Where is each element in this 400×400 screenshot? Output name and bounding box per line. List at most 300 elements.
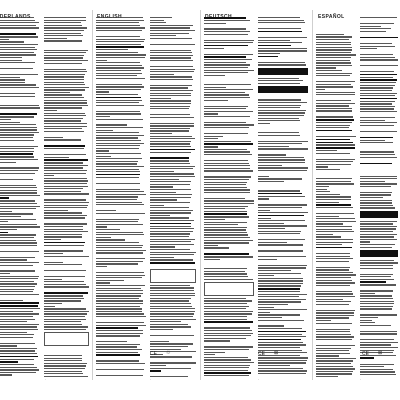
text-line xyxy=(258,50,307,51)
text-line xyxy=(96,57,145,58)
text-line xyxy=(44,118,83,119)
text-line xyxy=(0,54,36,55)
text-line xyxy=(0,87,39,88)
text-line xyxy=(316,164,351,165)
text-line xyxy=(0,148,34,149)
text-line xyxy=(204,313,252,314)
text-line xyxy=(258,312,270,313)
text-line xyxy=(96,239,125,240)
text-line xyxy=(258,301,301,302)
text-line xyxy=(96,196,138,197)
text-line xyxy=(0,208,36,209)
text-line xyxy=(96,70,141,71)
text-line xyxy=(44,321,81,322)
text-line xyxy=(316,103,355,104)
page-mark: · xyxy=(360,378,362,382)
text-line xyxy=(204,300,252,301)
text-line xyxy=(316,312,354,313)
text-line xyxy=(150,60,193,61)
text-line xyxy=(96,199,137,200)
text-line xyxy=(360,325,391,326)
text-line xyxy=(258,334,302,335)
text-line xyxy=(150,22,166,23)
text-line xyxy=(44,148,84,149)
text-line xyxy=(0,44,38,45)
text-line xyxy=(258,207,302,208)
text-line xyxy=(96,75,137,76)
text-line xyxy=(44,82,84,83)
text-line xyxy=(44,27,87,28)
text-line xyxy=(150,259,193,260)
text-line xyxy=(316,355,339,356)
text-line xyxy=(360,154,395,155)
text-line xyxy=(360,327,398,329)
text-line xyxy=(258,115,304,116)
text-line xyxy=(204,211,247,212)
text-line xyxy=(316,142,353,144)
text-line xyxy=(204,242,249,243)
text-line xyxy=(96,341,127,342)
text-line xyxy=(204,206,248,207)
text-line xyxy=(0,350,35,351)
text-line xyxy=(96,213,145,214)
text-line xyxy=(360,93,397,94)
text-line xyxy=(44,295,83,296)
text-line xyxy=(360,226,397,227)
text-line xyxy=(0,17,34,18)
text-line xyxy=(258,53,280,54)
text-line xyxy=(150,262,195,264)
text-line xyxy=(96,86,144,87)
text-line xyxy=(96,166,144,167)
text-line xyxy=(96,44,141,45)
weee-bin-icon: ⊠ xyxy=(274,350,279,356)
text-line xyxy=(150,166,195,167)
text-line xyxy=(204,77,254,79)
text-line xyxy=(258,360,307,361)
text-line xyxy=(44,199,86,200)
text-line xyxy=(204,247,229,248)
text-line xyxy=(0,52,34,53)
text-line xyxy=(360,142,393,143)
text-line xyxy=(360,74,397,76)
text-line xyxy=(44,188,83,189)
text-line xyxy=(204,330,252,331)
text-line xyxy=(96,127,143,128)
text-line xyxy=(316,84,351,85)
text-line xyxy=(0,305,38,307)
text-line xyxy=(0,173,35,174)
text-line xyxy=(96,62,140,63)
text-line xyxy=(44,183,87,184)
text-line xyxy=(0,62,35,63)
text-line xyxy=(258,204,307,205)
text-line xyxy=(44,126,87,127)
column-divider xyxy=(92,10,93,380)
text-line xyxy=(258,167,308,168)
text-line xyxy=(258,118,299,119)
text-line xyxy=(96,121,146,123)
text-line xyxy=(96,338,146,340)
text-line xyxy=(150,341,169,342)
text-line xyxy=(0,294,39,295)
text-line xyxy=(96,234,144,235)
text-line xyxy=(360,194,391,195)
text-line xyxy=(44,281,84,282)
text-line xyxy=(360,279,394,280)
text-line xyxy=(204,23,226,24)
text-line xyxy=(44,371,82,372)
text-line xyxy=(360,111,397,112)
text-line xyxy=(0,281,34,282)
text-line xyxy=(150,111,196,113)
text-line xyxy=(258,96,308,98)
text-line xyxy=(0,232,8,234)
text-line xyxy=(258,132,299,133)
text-line xyxy=(316,253,350,254)
text-line xyxy=(360,31,386,32)
text-line xyxy=(44,102,87,103)
text-line xyxy=(96,174,140,176)
text-line xyxy=(150,95,191,96)
text-line xyxy=(360,59,398,60)
text-line xyxy=(96,119,143,120)
text-line xyxy=(204,84,251,85)
text-line xyxy=(316,119,354,121)
text-line xyxy=(258,34,308,36)
text-line xyxy=(316,373,352,374)
text-line xyxy=(0,319,35,320)
text-line xyxy=(258,218,271,219)
text-line xyxy=(44,139,81,140)
text-line xyxy=(44,215,87,216)
text-line xyxy=(150,163,190,164)
text-line xyxy=(44,217,85,218)
text-line xyxy=(316,181,351,182)
text-line xyxy=(360,260,394,261)
text-line xyxy=(96,183,140,184)
text-line xyxy=(96,237,111,238)
text-line xyxy=(150,171,174,172)
text-line xyxy=(0,142,40,144)
text-line xyxy=(316,166,328,167)
text-line xyxy=(360,236,394,237)
text-line xyxy=(204,111,253,112)
page-mark: · xyxy=(150,378,152,382)
text-line xyxy=(0,311,33,312)
text-line xyxy=(96,207,146,209)
text-line xyxy=(204,17,246,19)
text-line xyxy=(0,151,34,152)
text-line xyxy=(96,242,139,243)
text-line xyxy=(204,173,254,175)
text-line xyxy=(0,289,34,290)
text-line xyxy=(0,345,17,346)
text-line xyxy=(258,296,299,297)
text-line xyxy=(360,169,398,171)
text-line xyxy=(44,205,88,206)
text-line xyxy=(360,125,394,126)
text-line xyxy=(150,244,194,245)
text-line xyxy=(316,54,356,55)
text-line xyxy=(204,276,248,277)
text-line xyxy=(96,272,144,273)
text-line xyxy=(360,82,396,83)
text-line xyxy=(0,296,40,298)
text-line xyxy=(316,57,351,58)
text-line xyxy=(150,319,196,320)
text-line xyxy=(0,153,33,155)
text-line xyxy=(0,162,16,163)
text-line xyxy=(0,321,27,322)
text-line xyxy=(258,62,305,63)
text-line xyxy=(316,304,349,305)
text-line xyxy=(360,23,394,24)
text-line xyxy=(204,122,246,123)
text-line xyxy=(360,65,398,66)
text-line xyxy=(204,213,247,215)
text-line xyxy=(360,331,397,332)
text-line xyxy=(258,83,300,84)
text-line xyxy=(316,70,342,71)
text-line xyxy=(96,375,143,376)
text-line xyxy=(316,323,352,324)
text-line xyxy=(316,100,351,101)
text-line xyxy=(204,149,247,150)
text-line xyxy=(44,120,81,121)
text-line xyxy=(360,108,394,109)
text-line xyxy=(360,205,393,206)
text-line xyxy=(44,193,89,194)
text-line xyxy=(96,78,145,79)
text-line xyxy=(44,167,83,168)
text-line xyxy=(44,175,54,176)
text-line xyxy=(150,20,164,21)
text-line xyxy=(0,253,40,255)
text-line xyxy=(204,113,218,114)
text-line xyxy=(96,111,140,112)
text-line xyxy=(360,234,397,235)
text-line xyxy=(0,374,12,375)
text-line xyxy=(316,277,351,278)
text-line xyxy=(96,252,143,253)
text-line xyxy=(0,343,35,344)
text-line xyxy=(360,181,385,182)
recycle-icon: ♲ xyxy=(166,350,171,356)
text-line xyxy=(316,171,356,173)
text-line xyxy=(316,92,355,93)
text-line xyxy=(204,64,250,65)
text-line xyxy=(360,90,392,91)
text-line xyxy=(96,322,144,323)
text-line xyxy=(360,178,397,179)
highlight-block xyxy=(258,86,308,93)
text-line xyxy=(96,288,141,289)
text-line xyxy=(0,156,34,157)
text-line xyxy=(96,33,146,35)
text-line xyxy=(360,68,398,70)
text-line xyxy=(96,330,143,331)
text-line xyxy=(44,20,86,21)
text-line xyxy=(258,233,300,234)
text-line xyxy=(44,46,89,48)
text-line xyxy=(96,298,139,299)
text-line xyxy=(96,97,141,99)
text-line xyxy=(44,236,82,237)
text-line xyxy=(316,247,352,249)
text-line xyxy=(150,249,190,250)
text-column-2b xyxy=(150,17,196,377)
text-line xyxy=(0,259,27,260)
text-line xyxy=(150,254,194,255)
text-line xyxy=(150,35,176,36)
text-line xyxy=(316,325,356,327)
text-line xyxy=(204,154,252,155)
text-line xyxy=(150,373,196,375)
text-line xyxy=(0,192,37,193)
text-line xyxy=(258,196,305,197)
text-line xyxy=(0,242,37,243)
text-line xyxy=(0,372,36,373)
text-line xyxy=(44,352,89,354)
text-line xyxy=(150,98,171,99)
text-line xyxy=(258,320,304,321)
text-line xyxy=(44,57,83,58)
text-line xyxy=(204,81,254,83)
text-line xyxy=(44,92,70,93)
text-line xyxy=(150,152,191,153)
text-line xyxy=(150,93,191,94)
text-line xyxy=(360,77,393,78)
text-line xyxy=(0,329,38,330)
text-line xyxy=(0,270,35,271)
text-line xyxy=(316,202,339,203)
text-line xyxy=(360,347,398,348)
text-line xyxy=(360,311,398,313)
text-line xyxy=(0,132,39,133)
text-line xyxy=(96,349,142,350)
text-line xyxy=(0,267,40,269)
text-line xyxy=(44,33,81,34)
text-line xyxy=(316,65,352,66)
text-line xyxy=(96,295,141,296)
text-line xyxy=(96,360,139,361)
text-line xyxy=(258,141,308,142)
text-line xyxy=(258,162,305,163)
text-line xyxy=(96,60,107,61)
text-line xyxy=(258,244,303,245)
text-line xyxy=(0,308,40,309)
text-line xyxy=(360,202,392,203)
text-line xyxy=(316,39,349,40)
text-line xyxy=(316,139,350,141)
text-line xyxy=(0,105,39,106)
text-line xyxy=(44,212,82,213)
text-line xyxy=(150,306,192,307)
text-line xyxy=(150,27,190,28)
text-line xyxy=(0,22,39,23)
text-line xyxy=(204,141,251,142)
text-line xyxy=(360,26,381,27)
text-line xyxy=(96,245,143,246)
text-line xyxy=(96,202,142,203)
text-line xyxy=(204,48,224,49)
text-line xyxy=(316,47,352,48)
text-line xyxy=(0,60,22,61)
text-line xyxy=(316,366,353,367)
text-line xyxy=(258,120,300,121)
text-line xyxy=(150,106,190,107)
text-line xyxy=(316,363,351,364)
text-line xyxy=(150,125,194,126)
text-line xyxy=(360,270,398,272)
text-line xyxy=(96,143,144,144)
text-line xyxy=(0,240,36,241)
text-line xyxy=(150,176,195,177)
text-line xyxy=(316,207,353,208)
text-line xyxy=(150,290,194,291)
text-line xyxy=(150,241,191,242)
text-line xyxy=(0,224,37,225)
text-line xyxy=(204,198,245,199)
text-line xyxy=(96,107,146,109)
text-line xyxy=(0,219,36,220)
text-line xyxy=(150,160,189,161)
text-line xyxy=(44,326,88,327)
text-line xyxy=(258,42,302,43)
text-line xyxy=(44,151,89,153)
text-line xyxy=(44,363,87,364)
text-line xyxy=(96,140,141,141)
text-line xyxy=(0,47,35,48)
text-line xyxy=(96,191,144,192)
text-line xyxy=(150,143,190,144)
text-line xyxy=(204,365,250,366)
text-line xyxy=(258,193,302,195)
text-line xyxy=(0,326,37,327)
text-line xyxy=(150,69,195,70)
text-line xyxy=(0,113,37,115)
text-line xyxy=(360,290,393,291)
text-line xyxy=(150,103,191,104)
text-line xyxy=(150,215,170,216)
text-line xyxy=(360,166,398,168)
text-line xyxy=(360,360,398,362)
text-line xyxy=(0,216,21,217)
text-line xyxy=(316,376,338,377)
text-line xyxy=(316,204,351,206)
text-line xyxy=(0,134,34,135)
text-line xyxy=(44,178,87,179)
text-line xyxy=(96,327,138,329)
highlight-block xyxy=(360,250,398,257)
text-line xyxy=(96,153,141,154)
text-line xyxy=(258,22,305,23)
text-line xyxy=(150,74,174,75)
text-line xyxy=(44,256,89,257)
text-line xyxy=(96,266,107,267)
text-line xyxy=(44,63,82,64)
text-line xyxy=(150,346,188,347)
text-line xyxy=(204,324,254,326)
text-line xyxy=(150,130,189,131)
text-line xyxy=(258,253,308,255)
text-line xyxy=(44,105,88,106)
text-line xyxy=(150,149,195,151)
text-line xyxy=(44,231,88,232)
text-line xyxy=(0,77,20,78)
text-line xyxy=(204,268,247,269)
